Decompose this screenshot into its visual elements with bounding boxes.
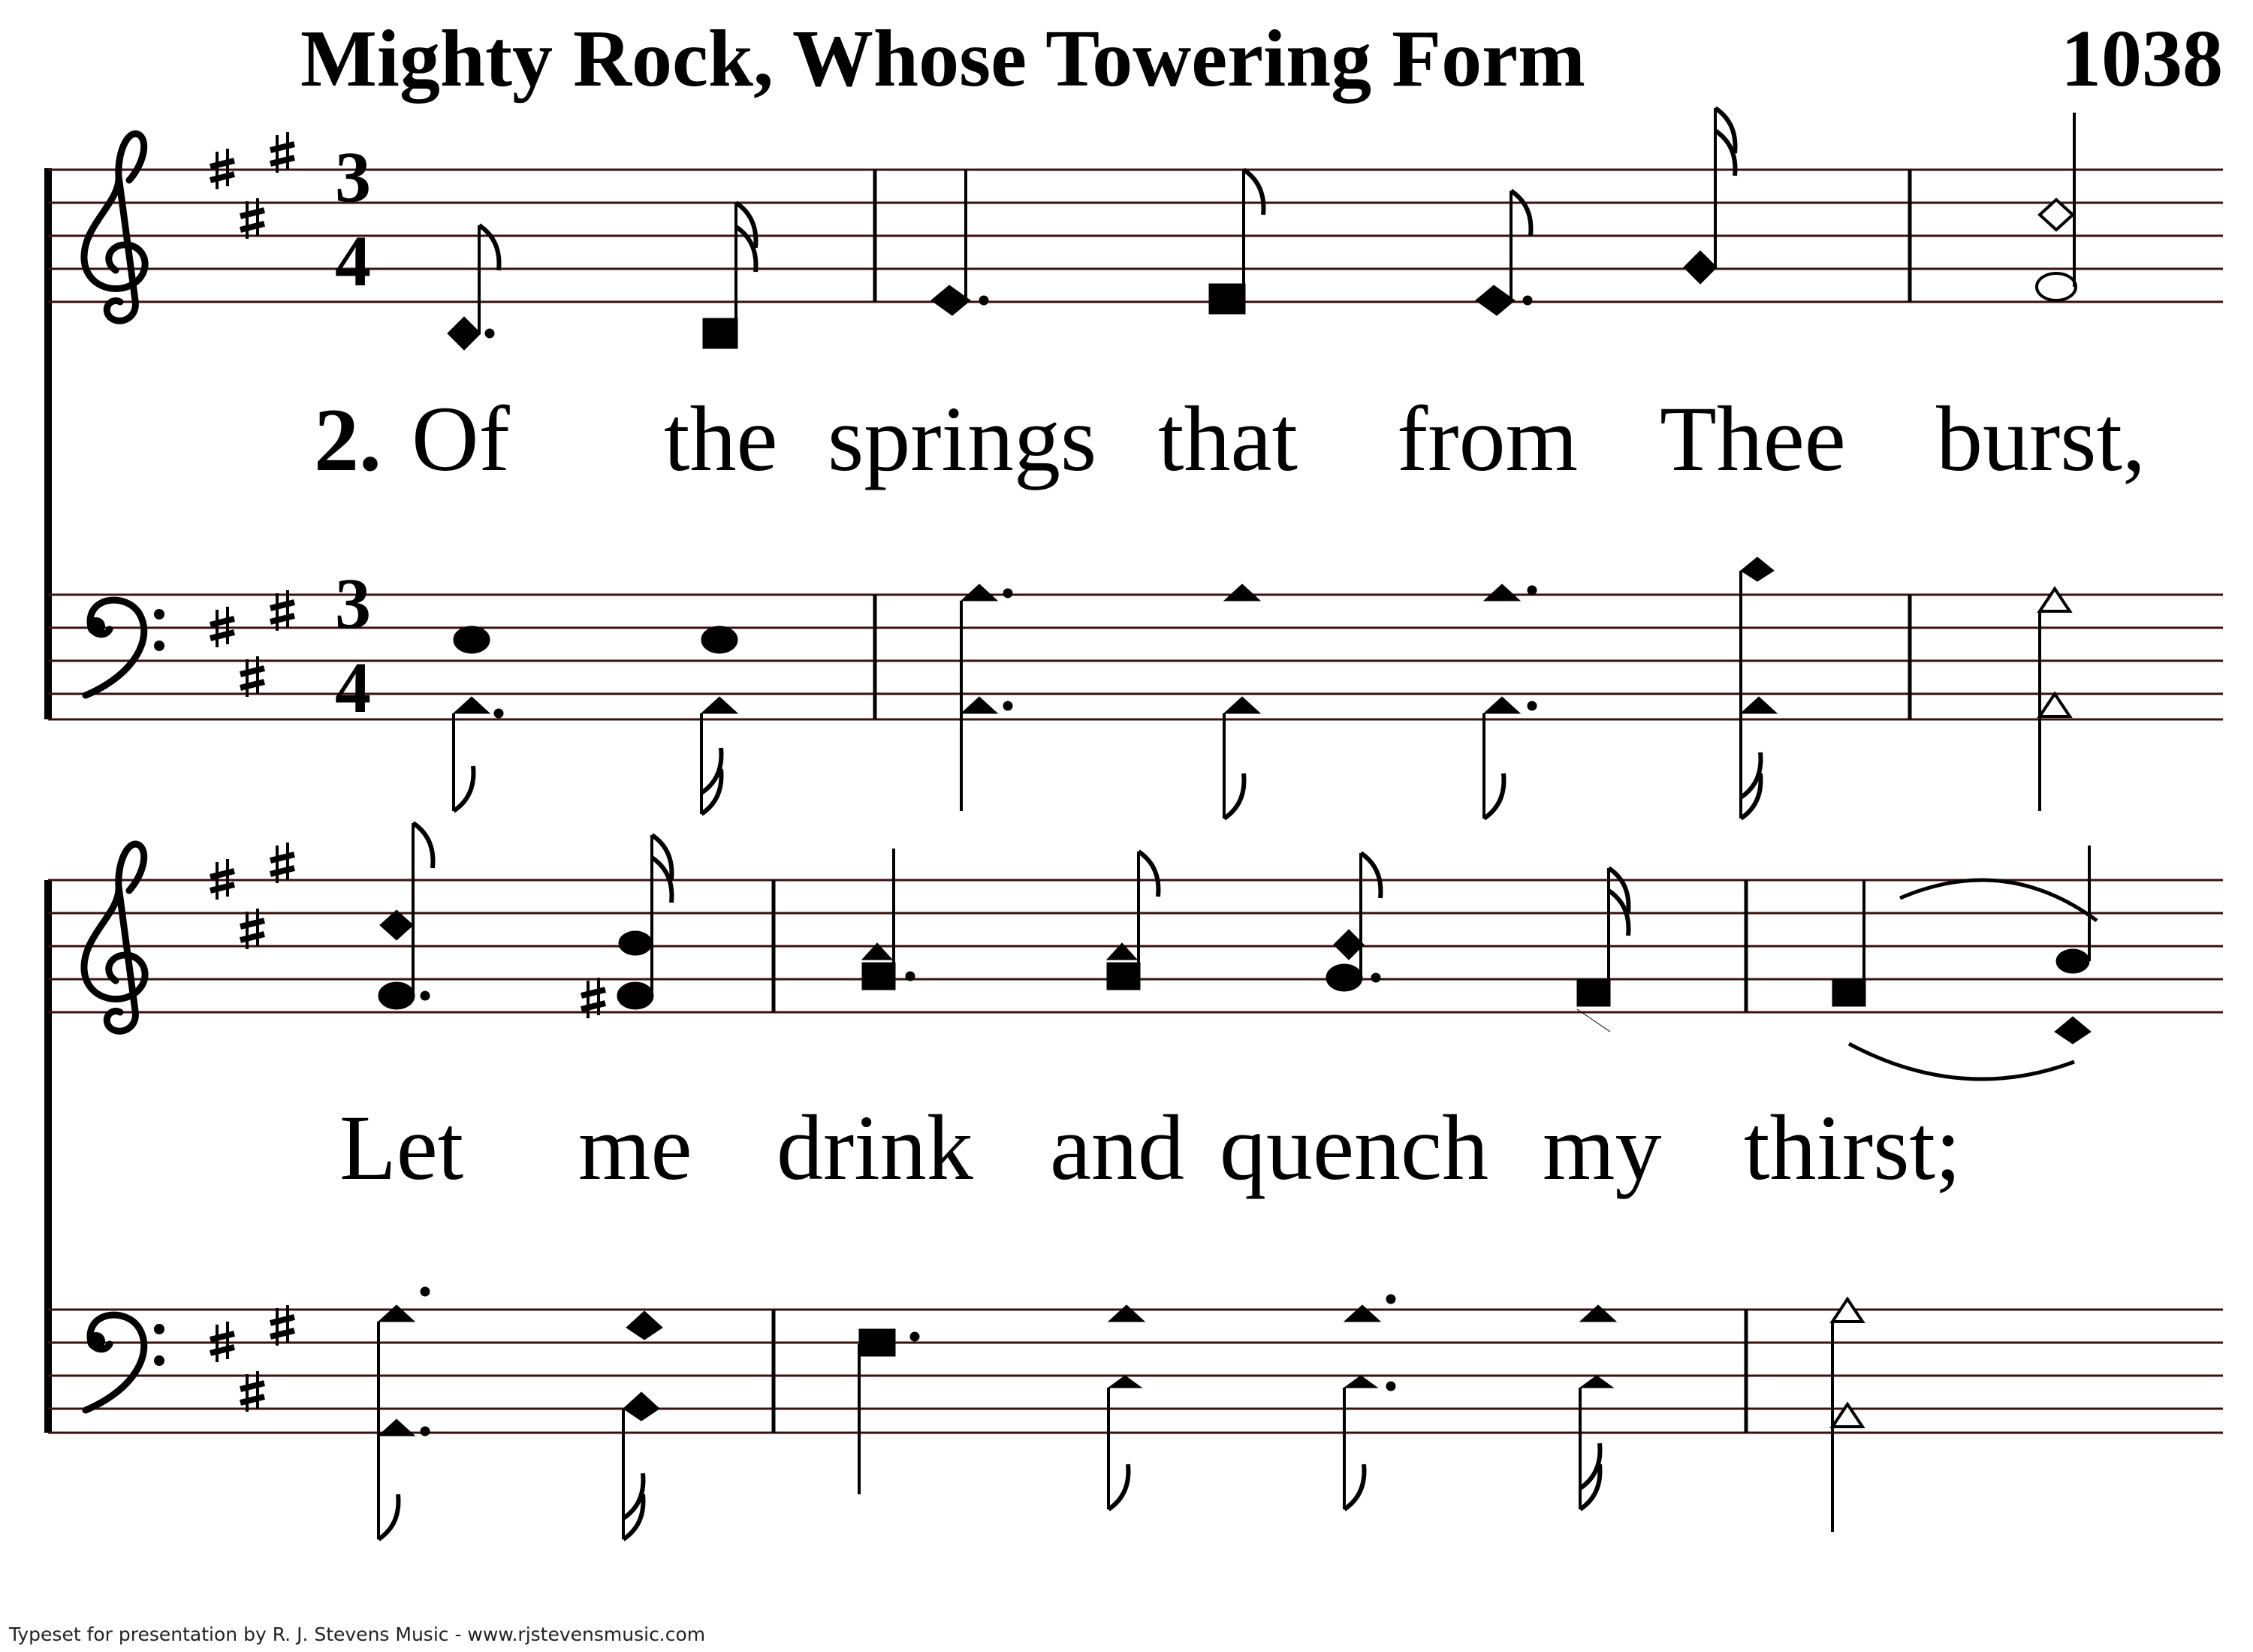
time-signature-bottom-bass: 4: [335, 647, 371, 728]
treble-clef-icon: [84, 134, 145, 321]
system-2: [48, 823, 2223, 1539]
lyric-word: Let: [339, 1096, 464, 1199]
staff-2-treble: [48, 880, 2223, 1012]
bass-clef-icon: [86, 1315, 164, 1410]
staff-1-treble: [48, 170, 2223, 302]
verse-number: 2.: [314, 390, 382, 490]
hymn-title: Mighty Rock, Whose Towering Form: [300, 14, 1586, 104]
bass-clef-icon: [86, 600, 164, 695]
key-signature-icon: [210, 843, 294, 1412]
lyric-word: Of: [412, 387, 510, 490]
time-signature-top-bass: 3: [335, 563, 371, 644]
slur-icon: [1849, 1044, 2074, 1079]
footer-credit: Typeset for presentation by R. J. Stevens Music - www.rjstevensmusic.com: [9, 1623, 706, 1645]
lyric-word: from: [1397, 387, 1579, 490]
lyric-word: the: [664, 387, 778, 490]
notes-1-bass: [454, 557, 2070, 818]
system-1: [48, 108, 2223, 818]
staff-2-bass: [48, 1310, 2223, 1433]
notes-2-bass: [379, 1287, 1862, 1539]
lyric-word: and: [1050, 1096, 1185, 1199]
staff-1-bass: [48, 595, 2223, 719]
key-signature-icon: [210, 132, 294, 697]
hymn-number: 1038: [2061, 14, 2223, 104]
lyrics-line-1: [314, 387, 2146, 490]
lyric-word: my: [1543, 1096, 1662, 1199]
treble-clef-icon: [84, 844, 145, 1031]
lyric-word: springs: [828, 387, 1097, 490]
lyric-word: thirst;: [1744, 1096, 1962, 1199]
notes-2-treble: [379, 823, 2097, 1079]
notes-1-treble: [448, 108, 2076, 350]
lyric-word: drink: [777, 1096, 973, 1199]
tie-icon: [1900, 880, 2097, 921]
lyrics-line-2: [339, 1096, 1961, 1199]
lyric-word: Thee: [1660, 387, 1846, 490]
lyric-word: that: [1158, 387, 1298, 490]
lyric-word: quench: [1220, 1096, 1489, 1199]
time-signature-bottom: 4: [335, 221, 371, 301]
lyric-word: burst,: [1936, 387, 2146, 490]
time-signature-top: 3: [335, 137, 371, 217]
lyric-word: me: [578, 1096, 692, 1199]
